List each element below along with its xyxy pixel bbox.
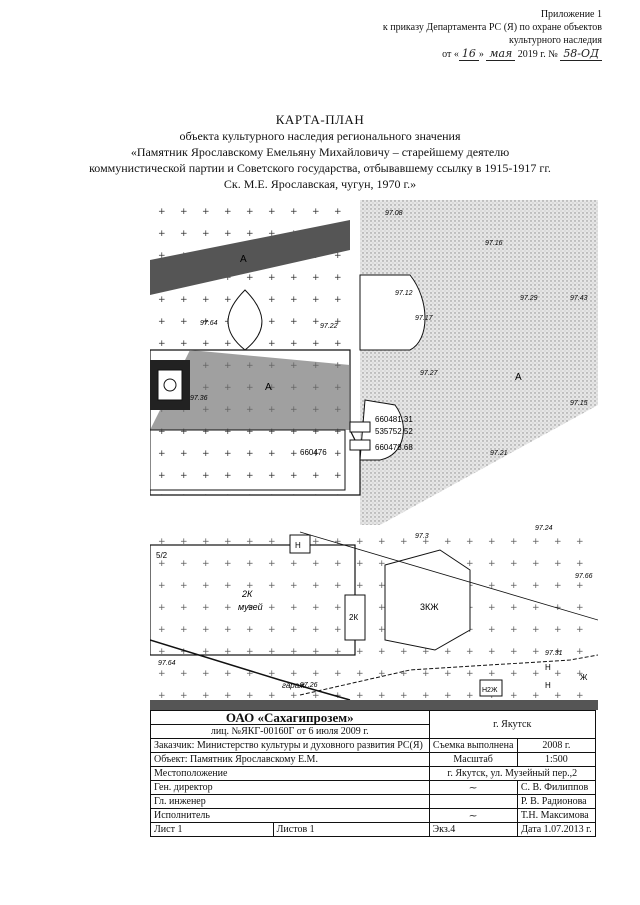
title-line4: Ск. М.Е. Ярославская, чугун, 1970 г.» — [223, 177, 417, 191]
location-label: Местоположение — [151, 767, 430, 781]
map-white-lobe — [360, 275, 425, 350]
engineer-label: Гл. инженер — [151, 795, 430, 809]
scale-value: 1:500 — [517, 753, 595, 767]
label-a-middle: А — [265, 382, 272, 393]
date-day: 16 — [459, 47, 479, 61]
org-name: ОАО «Сахагипрозем» — [151, 711, 430, 725]
label-h1: Н — [295, 541, 301, 550]
stamp-customer: Заказчик: Министерство культуры и духовного развития РС(Я) — [151, 739, 430, 753]
title-block-stamp — [150, 710, 596, 837]
label-nzh: Н2Ж — [482, 687, 498, 694]
label-3kzh: 3КЖ — [420, 602, 439, 612]
elevation-label: 97.15 — [570, 400, 588, 407]
label-a-upper: А — [240, 254, 247, 265]
coord-label-3: 660478.68 — [375, 443, 413, 452]
map-small-rect-2 — [350, 440, 370, 450]
label-museum-name: музей — [238, 602, 263, 612]
executor-name: Т.Н. Максимова — [517, 809, 595, 823]
stamp-object: Объект: Памятник Ярославскому Е.М. — [151, 753, 430, 767]
map-white-plot-crosses — [150, 430, 345, 490]
engineer-name: Р. В. Радионова — [517, 795, 595, 809]
coord-label-4: 660476 — [300, 448, 327, 457]
elevation-label: 97.36 — [190, 395, 208, 402]
title-line2: «Памятник Ярославскому Емельяну Михайловичу – старейшему деятелю — [130, 145, 510, 159]
label-museum-code: 2К — [242, 589, 253, 599]
date-year: 2019 г. № — [517, 49, 558, 60]
elevation-label: 97.3 — [415, 533, 429, 540]
map-monument-inner — [158, 370, 182, 400]
label-zh: Ж — [580, 673, 588, 682]
elevation-label: 97.29 — [520, 295, 538, 302]
stamp-city: г. Якутск — [429, 711, 596, 739]
coord-label-2: 535752.52 — [375, 427, 413, 436]
date-mid: » — [478, 49, 484, 60]
title-line1: объекта культурного наследия регионального значения — [179, 129, 461, 143]
elevation-label: 97.43 — [570, 295, 588, 302]
elevation-label: 97.31 — [545, 650, 563, 657]
map-small-rect — [350, 422, 370, 432]
sheets-label: Листов 1 — [273, 823, 429, 837]
org-license: лиц. №ЯКГ-00160Г от 6 июля 2009 г. — [151, 725, 430, 739]
copy-label: Экз.4 — [429, 823, 517, 837]
label-h3: Н — [545, 663, 551, 672]
elevation-label: 97.22 — [320, 323, 338, 330]
director-signature: ~ — [429, 781, 517, 795]
location-value: г. Якутск, ул. Музейный пер.,2 — [429, 767, 596, 781]
site-plan-map — [150, 200, 598, 710]
elevation-label: 97.66 — [575, 573, 593, 580]
executor-label: Исполнитель — [151, 809, 430, 823]
executor-signature: ~ — [429, 809, 517, 823]
director-label: Ген. директор — [151, 781, 430, 795]
label-2k: 2К — [349, 613, 359, 622]
label-a-right: А — [515, 372, 522, 383]
order-number: 58-ОД — [560, 47, 602, 61]
elevation-label: 97.12 — [395, 290, 413, 297]
date-month: мая — [486, 47, 515, 61]
appendix-line2: к приказу Департамента РС (Я) по охране объектов — [382, 22, 602, 33]
date-prefix: от « — [442, 49, 459, 60]
elevation-label: 97.21 — [490, 450, 508, 457]
coord-label-1: 660481.31 — [375, 415, 413, 424]
elevation-label: 97.08 — [385, 210, 403, 217]
title-heading: КАРТА-ПЛАН — [275, 112, 365, 127]
elevation-label: 97.24 — [535, 525, 553, 532]
label-h2: Н — [545, 681, 551, 690]
director-name: С. В. Филиппов — [517, 781, 595, 795]
label-5-2: 5/2 — [156, 551, 168, 560]
elevation-label: 97.27 — [420, 370, 438, 377]
title-line3: коммунистической партии и Советского государства, отбывавшему ссылку в 1915-1917 гг. — [89, 161, 551, 175]
elevation-label: 97.64 — [200, 320, 218, 327]
scale-label: Масштаб — [429, 753, 517, 767]
appendix-date-line — [302, 47, 602, 61]
elevation-label: 97.16 — [485, 240, 503, 247]
document-title — [40, 112, 600, 192]
map-lower-crosses — [150, 525, 598, 710]
appendix-line1: Приложение 1 — [540, 9, 602, 20]
elevation-label: 97.26 — [300, 682, 318, 689]
date-label: Дата 1.07.2013 г. — [517, 823, 595, 837]
engineer-signature — [429, 795, 517, 809]
map-bottom-hatch — [150, 700, 598, 710]
label-garage: гараж — [282, 681, 305, 690]
elevation-label: 97.64 — [158, 660, 176, 667]
building-3kzh — [385, 550, 470, 650]
elevation-label: 97.17 — [415, 315, 433, 322]
survey-label: Съемка выполнена — [429, 739, 517, 753]
survey-year: 2008 г. — [517, 739, 595, 753]
appendix-block — [302, 8, 602, 61]
appendix-line3: культурного наследия — [509, 35, 602, 46]
sheet-label: Лист 1 — [151, 823, 274, 837]
